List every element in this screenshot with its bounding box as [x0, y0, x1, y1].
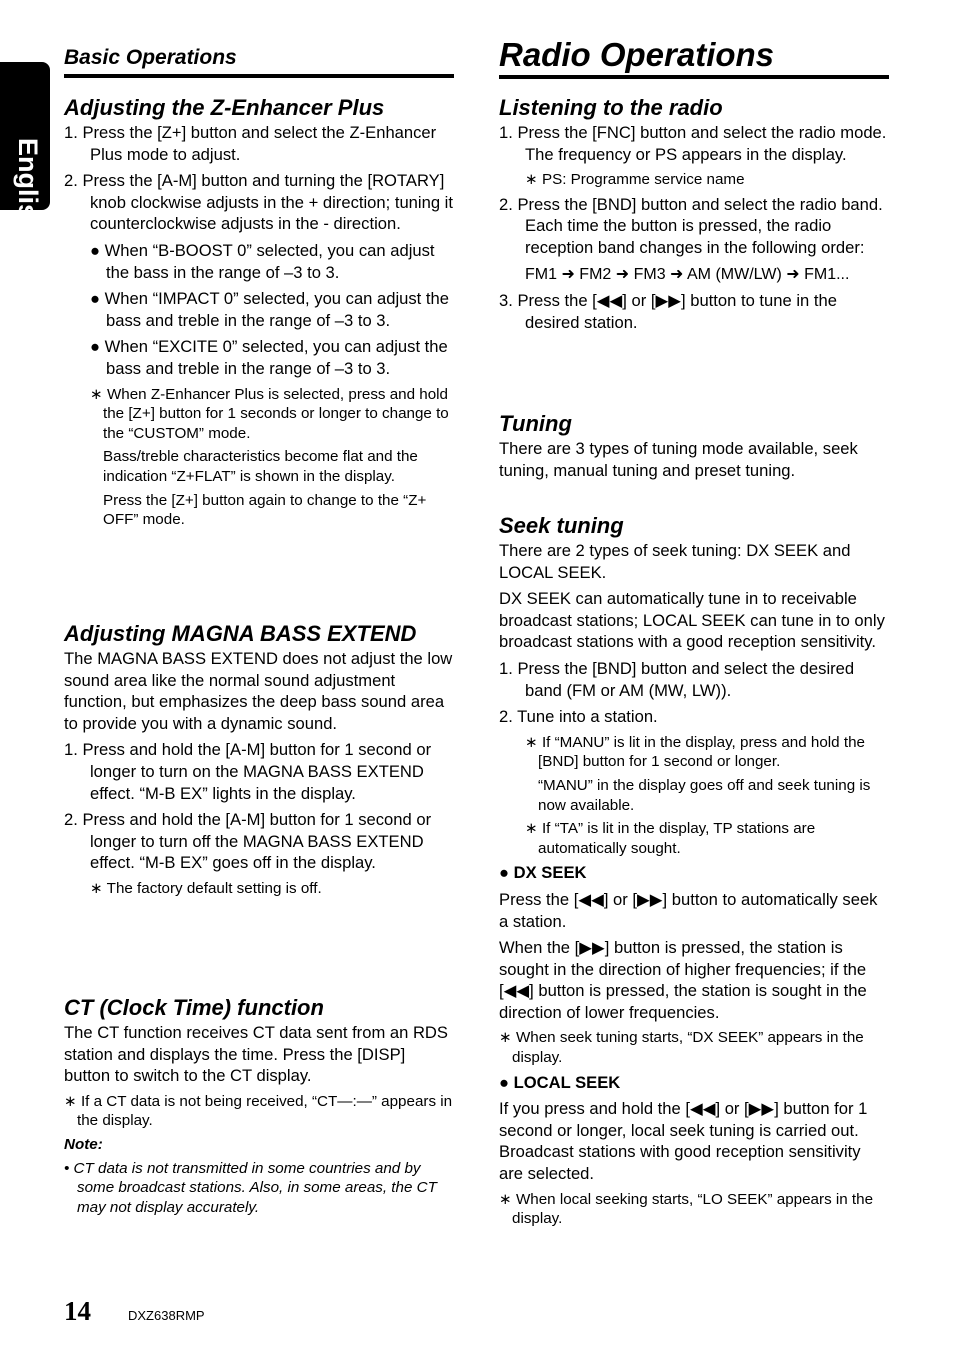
zenhancer-note-3: Press the [Z+] button again to change to the “Z+ OFF” mode. — [103, 491, 427, 529]
listening-block — [499, 94, 889, 338]
ct-block — [64, 994, 454, 1221]
local-seek-note: ∗ When local seeking starts, “LO SEEK” appears in the display. — [499, 1190, 874, 1228]
local-seek-heading: ● LOCAL SEEK — [499, 1072, 621, 1092]
band-sequence: FM1 ➜ FM2 ➜ FM3 ➜ AM (MW/LW) ➜ FM1... — [525, 265, 850, 283]
dx-seek-p1: Press the [◀◀] or [▶▶] button to automatically seek a station. — [499, 889, 878, 931]
tuning-title: Tuning — [499, 411, 572, 436]
language-tab-label: English — [13, 138, 43, 236]
ct-note: ∗ If a CT data is not being received, “CT—:—” appears in the display. — [64, 1092, 453, 1130]
dx-seek-p2: When the [▶▶] button is pressed, the station is sought in the direction of higher frequencies; if the [◀◀] button is pressed, the station is sought in the direction of lower frequencies. — [499, 938, 867, 1022]
seek-step-1: 1. Press the [BND] button and select the desired band (FM or AM (MW, LW)). — [499, 658, 855, 700]
language-tab — [0, 62, 50, 236]
seek-note-2: ∗ If “TA” is lit in the display, TP stations are automatically sought. — [525, 820, 816, 857]
zenhancer-bullet-2: ● When “IMPACT 0” selected, you can adjust the bass and treble in the range of –3 to 3. — [90, 289, 449, 330]
local-seek-p1: If you press and hold the [◀◀] or [▶▶] button for 1 second or longer, local seek tuning is carried out. Broadcast stations with good reception sensitivity are selected. — [499, 1099, 868, 1184]
tuning-block — [499, 410, 889, 486]
seek-note-1a: ∗ If “MANU” is lit in the display, press and hold the [BND] button for 1 second or longer. — [525, 733, 865, 771]
ct-title: CT (Clock Time) function — [64, 995, 324, 1020]
ct-note-text: • CT data is not transmitted in some countries and by some broadcast stations. Also, in some areas, the CT may not display accurately. — [64, 1159, 437, 1216]
zenhancer-block — [64, 94, 454, 534]
listening-note: ∗ PS: Programme service name — [525, 171, 745, 189]
magna-note: ∗ The factory default setting is off. — [90, 879, 322, 897]
seek-block — [499, 512, 889, 1233]
zenhancer-step-1: 1. Press the [Z+] button and select the Z-Enhancer Plus mode to adjust. — [64, 123, 437, 164]
magna-step-1: 1. Press and hold the [A-M] button for 1 second or longer to turn on the MAGNA BASS EXTEND effect. “M-B EX” lights in the display. — [64, 740, 432, 803]
page-number: 14 — [64, 1296, 91, 1326]
dx-seek-note: ∗ When seek tuning starts, “DX SEEK” appears in the display. — [499, 1029, 864, 1067]
section-header-radio: Radio Operations — [499, 36, 889, 79]
ct-intro: The CT function receives CT data sent from an RDS station and displays the time. Press the [DISP] button to switch to the CT display. — [64, 1023, 448, 1086]
tuning-text: There are 3 types of tuning mode available, seek tuning, manual tuning and preset tuning. — [499, 439, 858, 480]
seek-note-1b: “MANU” in the display goes off and seek tuning is now available. — [538, 776, 871, 814]
dx-seek-heading: ● DX SEEK — [499, 863, 587, 883]
listening-step-1: 1. Press the [FNC] button and select the radio mode. The frequency or PS appears in the display. — [499, 123, 887, 164]
magna-step-2: 2. Press and hold the [A-M] button for 1 second or longer to turn off the MAGNA BASS EXTEND effect. “M-B EX” goes off in the display. — [64, 810, 432, 873]
model-number: DXZ638RMP — [128, 1308, 205, 1323]
zenhancer-bullet-1: ● When “B-BOOST 0” selected, you can adjust the bass in the range of –3 to 3. — [90, 240, 435, 282]
zenhancer-bullet-3: ● When “EXCITE 0” selected, you can adjust the bass and treble in the range of –3 to 3. — [90, 337, 448, 378]
zenhancer-step-2: 2. Press the [A-M] button and turning the [ROTARY] knob clockwise adjusts in the + direction; tuning it counterclockwise adjusts in the - direction. — [64, 171, 453, 234]
seek-title: Seek tuning — [499, 513, 624, 538]
seek-p1: There are 2 types of seek tuning: DX SEEK and LOCAL SEEK. — [499, 541, 851, 582]
listening-step-3: 3. Press the [◀◀] or [▶▶] button to tune in the desired station. — [499, 291, 837, 332]
magna-title: Adjusting MAGNA BASS EXTEND — [64, 621, 417, 646]
listening-step-2: 2. Press the [BND] button and select the radio band. Each time the button is pressed, the radio reception band changes in the following order: — [499, 194, 883, 257]
ct-note-label: Note: — [64, 1135, 103, 1153]
seek-p2: DX SEEK can automatically tune in to receivable broadcast stations; LOCAL SEEK can tune in to only broadcast stations with a good reception sensitivity. — [499, 589, 885, 652]
zenhancer-note-2: Bass/treble characteristics become flat and the indication “Z+FLAT” is shown in the display. — [103, 448, 418, 485]
zenhancer-note-1: ∗ When Z-Enhancer Plus is selected, press and hold the [Z+] button for 1 seconds or longer to change to the “CUSTOM” mode. — [90, 385, 449, 442]
magna-block — [64, 620, 454, 903]
seek-step-2: 2. Tune into a station. — [499, 707, 658, 727]
section-header-basic: Basic Operations — [64, 46, 454, 78]
magna-intro: The MAGNA BASS EXTEND does not adjust the low sound area like the normal sound adjustment function, but emphasizes the deep bass sound area to provide you with a dynamic sound. — [64, 649, 453, 733]
listening-title: Listening to the radio — [499, 95, 723, 120]
zenhancer-title: Adjusting the Z-Enhancer Plus — [64, 95, 385, 120]
